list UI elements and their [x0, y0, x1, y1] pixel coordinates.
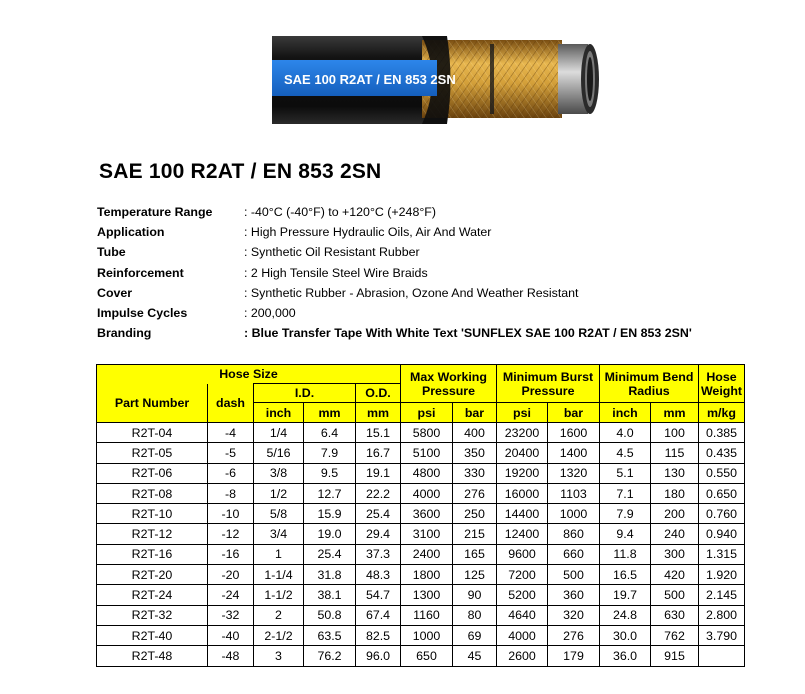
- cell-id-inch: 1/4: [254, 423, 304, 443]
- cell-weight: 1.920: [699, 565, 745, 585]
- spec-value: : Synthetic Rubber - Abrasion, Ozone And Weather Resistant: [244, 285, 579, 300]
- cell-bp-psi: 5200: [497, 585, 548, 605]
- cell-id-mm: 7.9: [304, 443, 356, 463]
- table-row: [97, 565, 745, 585]
- cell-br-inch: 4.5: [600, 443, 651, 463]
- spec-value: : 200,000: [244, 306, 296, 321]
- spec-row: [97, 242, 692, 262]
- cell-wp-psi: 1300: [401, 585, 453, 605]
- cell-od-mm: 22.2: [356, 483, 401, 503]
- cell-id-inch: 5/8: [254, 504, 304, 524]
- cell-dash: -8: [208, 483, 254, 503]
- cell-bp-bar: 320: [548, 605, 600, 625]
- cell-bp-psi: 2600: [497, 646, 548, 666]
- cell-weight: 0.760: [699, 504, 745, 524]
- spec-value: : High Pressure Hydraulic Oils, Air And Water: [244, 225, 492, 240]
- unit-br-mm: mm: [651, 403, 699, 423]
- cell-od-mm: 16.7: [356, 443, 401, 463]
- unit-bp-bar: bar: [548, 403, 600, 423]
- table-row: [97, 625, 745, 645]
- header-hose-size: Hose Size: [97, 365, 401, 384]
- cell-bp-psi: 12400: [497, 524, 548, 544]
- cell-wp-psi: 3100: [401, 524, 453, 544]
- cell-dash: -6: [208, 463, 254, 483]
- header-min-bend-radius: Minimum Bend Radius: [600, 365, 699, 403]
- cell-dash: -32: [208, 605, 254, 625]
- spec-label: Temperature Range: [97, 205, 213, 220]
- spec-row: [97, 202, 692, 222]
- cell-id-inch: 1-1/4: [254, 565, 304, 585]
- cell-br-mm: 630: [651, 605, 699, 625]
- cell-id-mm: 76.2: [304, 646, 356, 666]
- table-row: [97, 504, 745, 524]
- cell-id-inch: 5/16: [254, 443, 304, 463]
- cell-id-inch: 3/8: [254, 463, 304, 483]
- cell-id-mm: 9.5: [304, 463, 356, 483]
- cell-bp-psi: 19200: [497, 463, 548, 483]
- spec-label: Impulse Cycles: [97, 306, 188, 321]
- cell-id-mm: 50.8: [304, 605, 356, 625]
- cell-wp-bar: 90: [453, 585, 497, 605]
- cell-wp-bar: 165: [453, 544, 497, 564]
- cell-part-number: R2T-04: [97, 423, 208, 443]
- cell-part-number: R2T-10: [97, 504, 208, 524]
- hose-inner-tube: [558, 44, 599, 114]
- cell-od-mm: 37.3: [356, 544, 401, 564]
- cell-bp-bar: 179: [548, 646, 600, 666]
- cell-br-mm: 100: [651, 423, 699, 443]
- cell-bp-bar: 1600: [548, 423, 600, 443]
- cell-od-mm: 96.0: [356, 646, 401, 666]
- cell-part-number: R2T-32: [97, 605, 208, 625]
- header-part-number: Part Number: [97, 384, 208, 423]
- cell-id-mm: 19.0: [304, 524, 356, 544]
- cell-br-mm: 240: [651, 524, 699, 544]
- cell-id-mm: 38.1: [304, 585, 356, 605]
- cell-wp-bar: 69: [453, 625, 497, 645]
- cell-part-number: R2T-08: [97, 483, 208, 503]
- header-dash: dash: [208, 384, 254, 423]
- cell-wp-psi: 650: [401, 646, 453, 666]
- table-row: [97, 463, 745, 483]
- tape-text: SAE 100 R2AT / EN 853 2SN: [284, 72, 456, 87]
- hose-product-image: [272, 30, 612, 130]
- table-row: [97, 605, 745, 625]
- unit-br-inch: inch: [600, 403, 651, 423]
- cell-dash: -48: [208, 646, 254, 666]
- unit-od-mm: mm: [356, 403, 401, 423]
- cell-br-mm: 500: [651, 585, 699, 605]
- header-max-working-pressure: Max Working Pressure: [401, 365, 497, 403]
- cell-dash: -16: [208, 544, 254, 564]
- cell-wp-psi: 5800: [401, 423, 453, 443]
- cell-weight: 3.790: [699, 625, 745, 645]
- cell-id-inch: 1: [254, 544, 304, 564]
- cell-part-number: R2T-24: [97, 585, 208, 605]
- spec-label: Tube: [97, 245, 126, 260]
- cell-wp-psi: 2400: [401, 544, 453, 564]
- cell-bp-psi: 14400: [497, 504, 548, 524]
- spec-list: [97, 202, 692, 343]
- unit-id-inch: inch: [254, 403, 304, 423]
- cell-id-inch: 1/2: [254, 483, 304, 503]
- cell-br-inch: 7.9: [600, 504, 651, 524]
- cell-dash: -40: [208, 625, 254, 645]
- cell-weight: 1.315: [699, 544, 745, 564]
- cell-wp-bar: 80: [453, 605, 497, 625]
- cell-br-mm: 300: [651, 544, 699, 564]
- cell-br-mm: 115: [651, 443, 699, 463]
- cell-part-number: R2T-16: [97, 544, 208, 564]
- unit-bp-psi: psi: [497, 403, 548, 423]
- cell-bp-psi: 23200: [497, 423, 548, 443]
- cell-br-mm: 762: [651, 625, 699, 645]
- cell-br-mm: 130: [651, 463, 699, 483]
- cell-od-mm: 48.3: [356, 565, 401, 585]
- spec-row: [97, 283, 692, 303]
- cell-id-inch: 2: [254, 605, 304, 625]
- cell-br-inch: 5.1: [600, 463, 651, 483]
- branding-tape: [272, 60, 456, 96]
- cell-weight: 0.435: [699, 443, 745, 463]
- cell-dash: -24: [208, 585, 254, 605]
- cell-br-inch: 16.5: [600, 565, 651, 585]
- hose-size-table: [96, 364, 745, 667]
- cell-wp-psi: 1000: [401, 625, 453, 645]
- cell-bp-psi: 4000: [497, 625, 548, 645]
- spec-row: [97, 222, 692, 242]
- table-row: [97, 443, 745, 463]
- cell-wp-bar: 215: [453, 524, 497, 544]
- table-row: [97, 423, 745, 443]
- cell-dash: -12: [208, 524, 254, 544]
- header-od: O.D.: [356, 384, 401, 403]
- cell-br-inch: 4.0: [600, 423, 651, 443]
- cell-wp-bar: 276: [453, 483, 497, 503]
- cell-wp-psi: 5100: [401, 443, 453, 463]
- header-id: I.D.: [254, 384, 356, 403]
- spec-value: : 2 High Tensile Steel Wire Braids: [244, 265, 428, 280]
- cell-part-number: R2T-06: [97, 463, 208, 483]
- cell-br-inch: 7.1: [600, 483, 651, 503]
- spec-label: Branding: [97, 326, 152, 341]
- cell-wp-bar: 125: [453, 565, 497, 585]
- cell-weight: 0.650: [699, 483, 745, 503]
- cell-br-inch: 36.0: [600, 646, 651, 666]
- cell-br-inch: 24.8: [600, 605, 651, 625]
- cell-wp-psi: 1160: [401, 605, 453, 625]
- cell-br-inch: 11.8: [600, 544, 651, 564]
- cell-wp-psi: 4000: [401, 483, 453, 503]
- cell-id-inch: 3: [254, 646, 304, 666]
- cell-wp-psi: 1800: [401, 565, 453, 585]
- cell-id-mm: 12.7: [304, 483, 356, 503]
- table-row: [97, 524, 745, 544]
- spec-value: : -40°C (-40°F) to +120°C (+248°F): [244, 205, 436, 220]
- cell-weight: [699, 646, 745, 666]
- cell-weight: 0.550: [699, 463, 745, 483]
- cell-wp-psi: 4800: [401, 463, 453, 483]
- cell-dash: -20: [208, 565, 254, 585]
- cell-id-inch: 3/4: [254, 524, 304, 544]
- cell-bp-psi: 20400: [497, 443, 548, 463]
- spec-label: Application: [97, 225, 165, 240]
- spec-label: Cover: [97, 285, 133, 300]
- cell-wp-bar: 400: [453, 423, 497, 443]
- cell-dash: -10: [208, 504, 254, 524]
- spec-row: [97, 323, 692, 343]
- cell-br-inch: 30.0: [600, 625, 651, 645]
- cell-id-mm: 63.5: [304, 625, 356, 645]
- cell-bp-bar: 276: [548, 625, 600, 645]
- cell-od-mm: 67.4: [356, 605, 401, 625]
- cell-br-inch: 9.4: [600, 524, 651, 544]
- cell-bp-bar: 860: [548, 524, 600, 544]
- unit-wp-bar: bar: [453, 403, 497, 423]
- header-hose-weight: Hose Weight: [699, 365, 745, 403]
- cell-bp-psi: 4640: [497, 605, 548, 625]
- cell-wp-bar: 45: [453, 646, 497, 666]
- cell-bp-bar: 1320: [548, 463, 600, 483]
- cell-weight: 0.385: [699, 423, 745, 443]
- cell-od-mm: 25.4: [356, 504, 401, 524]
- cell-bp-psi: 16000: [497, 483, 548, 503]
- cell-br-mm: 915: [651, 646, 699, 666]
- cell-dash: -5: [208, 443, 254, 463]
- cell-part-number: R2T-48: [97, 646, 208, 666]
- table-row: [97, 483, 745, 503]
- cell-od-mm: 19.1: [356, 463, 401, 483]
- spec-value: : Blue Transfer Tape With White Text 'SUNFLEX SAE 100 R2AT / EN 853 2SN': [244, 326, 692, 341]
- table-row: [97, 646, 745, 666]
- cell-br-mm: 420: [651, 565, 699, 585]
- unit-id-mm: mm: [304, 403, 356, 423]
- cell-bp-bar: 1000: [548, 504, 600, 524]
- cell-wp-psi: 3600: [401, 504, 453, 524]
- cell-od-mm: 15.1: [356, 423, 401, 443]
- cell-part-number: R2T-12: [97, 524, 208, 544]
- cell-bp-bar: 1103: [548, 483, 600, 503]
- cell-weight: 2.800: [699, 605, 745, 625]
- cell-part-number: R2T-20: [97, 565, 208, 585]
- cell-part-number: R2T-05: [97, 443, 208, 463]
- table-row: [97, 544, 745, 564]
- cell-dash: -4: [208, 423, 254, 443]
- cell-part-number: R2T-40: [97, 625, 208, 645]
- cell-br-inch: 19.7: [600, 585, 651, 605]
- page-title: SAE 100 R2AT / EN 853 2SN: [99, 160, 382, 183]
- cell-wp-bar: 250: [453, 504, 497, 524]
- spec-row: [97, 263, 692, 283]
- unit-wp-psi: psi: [401, 403, 453, 423]
- cell-id-mm: 31.8: [304, 565, 356, 585]
- cell-weight: 0.940: [699, 524, 745, 544]
- cell-weight: 2.145: [699, 585, 745, 605]
- spec-row: [97, 303, 692, 323]
- spec-value: : Synthetic Oil Resistant Rubber: [244, 245, 420, 260]
- cell-id-inch: 2-1/2: [254, 625, 304, 645]
- cell-wp-bar: 350: [453, 443, 497, 463]
- cell-id-mm: 15.9: [304, 504, 356, 524]
- cell-id-mm: 25.4: [304, 544, 356, 564]
- spec-label: Reinforcement: [97, 265, 184, 280]
- cell-br-mm: 180: [651, 483, 699, 503]
- cell-bp-psi: 9600: [497, 544, 548, 564]
- cell-br-mm: 200: [651, 504, 699, 524]
- cell-od-mm: 29.4: [356, 524, 401, 544]
- header-min-burst-pressure: Minimum Burst Pressure: [497, 365, 600, 403]
- cell-bp-bar: 500: [548, 565, 600, 585]
- table-row: [97, 585, 745, 605]
- cell-bp-bar: 360: [548, 585, 600, 605]
- unit-weight: m/kg: [699, 403, 745, 423]
- cell-bp-bar: 1400: [548, 443, 600, 463]
- cell-id-mm: 6.4: [304, 423, 356, 443]
- cell-od-mm: 82.5: [356, 625, 401, 645]
- cell-id-inch: 1-1/2: [254, 585, 304, 605]
- cell-od-mm: 54.7: [356, 585, 401, 605]
- cell-bp-bar: 660: [548, 544, 600, 564]
- cell-wp-bar: 330: [453, 463, 497, 483]
- cell-bp-psi: 7200: [497, 565, 548, 585]
